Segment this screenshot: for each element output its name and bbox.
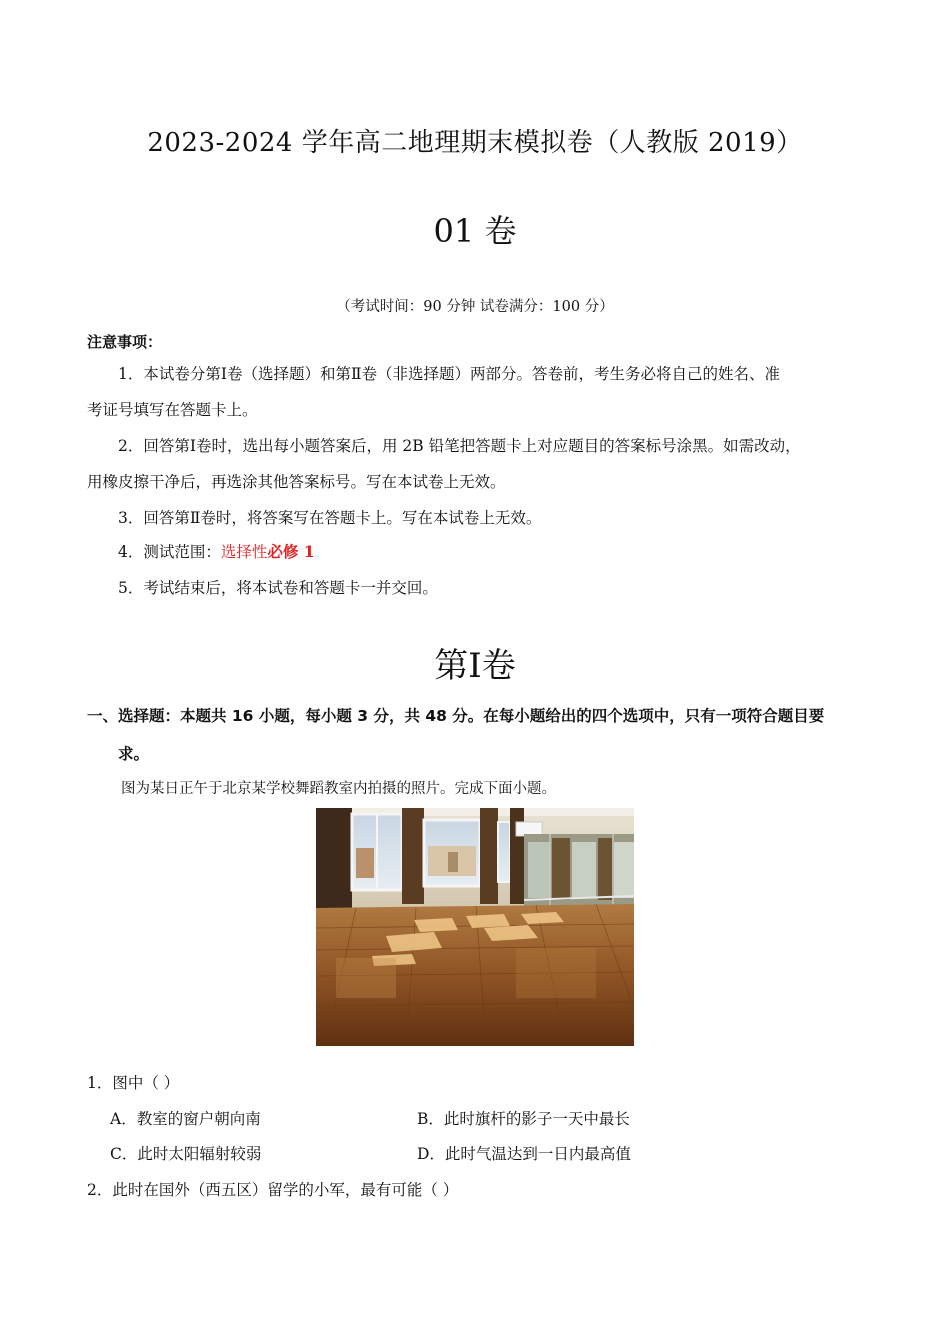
question-intro: 图为某日正午于北京某学校舞蹈教室内拍摄的照片。完成下面小题。 bbox=[121, 781, 556, 797]
notice-item-5: 5．考试结束后，将本试卷和答题卡一并交回。 bbox=[118, 579, 438, 597]
notice-item-1-line-1: 1．本试卷分第Ⅰ卷（选择题）和第Ⅱ卷（非选择题）两部分。答卷前，考生务必将自己的姓名、准 bbox=[118, 365, 781, 383]
question-1-stem: 1．图中（ ） bbox=[87, 1074, 180, 1092]
question-1-option-b: B．此时旗杆的影子一天中最长 bbox=[417, 1110, 630, 1128]
question-1-option-c: C．此时太阳辐射较弱 bbox=[110, 1145, 262, 1163]
exam-info: （考试时间：90 分钟 试卷满分：100 分） bbox=[336, 299, 614, 315]
section-heading-line-1: 一、选择题：本题共 16 小题，每小题 3 分，共 48 分。在每小题给出的四个选项中，只有一项符合题目要 bbox=[87, 707, 825, 725]
test-scope-red-bold: 必修 1 bbox=[267, 542, 315, 561]
notice-item-3: 3．回答第Ⅱ卷时，将答案写在答题卡上。写在本试卷上无效。 bbox=[118, 509, 542, 527]
notice-item-2-line-1: 2．回答第Ⅰ卷时，选出每小题答案后，用 2B 铅笔把答题卡上对应题目的答案标号涂黑。如需改动， bbox=[118, 437, 801, 455]
notice-item-1-line-2: 考证号填写在答题卡上。 bbox=[87, 401, 258, 419]
question-1-option-d: D．此时气温达到一日内最高值 bbox=[417, 1145, 631, 1163]
question-2-stem: 2．此时在国外（西五区）留学的小军，最有可能（ ） bbox=[87, 1181, 459, 1199]
dance-classroom-photo bbox=[316, 808, 634, 1046]
question-1-option-a: A．教室的窗户朝向南 bbox=[110, 1110, 261, 1128]
volume-label: 01 卷 bbox=[433, 212, 517, 250]
notice-heading: 注意事项： bbox=[87, 333, 163, 351]
notice-item-4-prefix: 4．测试范围： bbox=[118, 543, 221, 561]
test-scope-red: 选择性 bbox=[220, 543, 268, 561]
exam-title: 2023-2024 学年高二地理期末模拟卷（人教版 2019） bbox=[147, 128, 803, 158]
notice-item-4 bbox=[118, 542, 315, 562]
notice-item-2-line-2: 用橡皮擦干净后，再选涂其他答案标号。写在本试卷上无效。 bbox=[87, 473, 506, 491]
section-heading-line-2: 求。 bbox=[118, 745, 150, 763]
dance-classroom-photo-image bbox=[316, 808, 634, 1046]
section-heading bbox=[87, 706, 877, 764]
section-title: 第Ⅰ卷 bbox=[434, 646, 516, 686]
